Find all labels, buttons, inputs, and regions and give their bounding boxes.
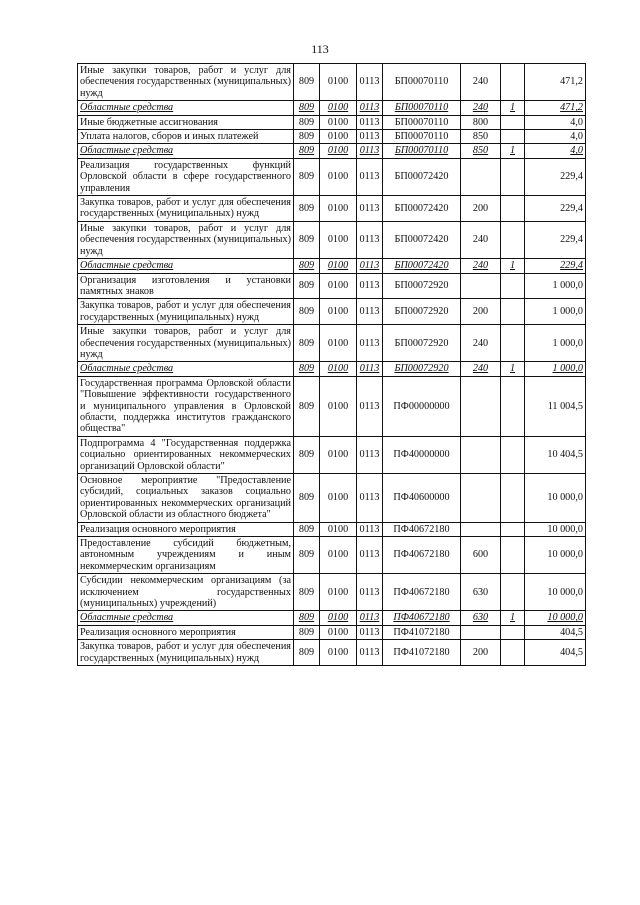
row-gr-code: 809 — [294, 625, 320, 639]
row-target-article: БП00070110 — [383, 130, 461, 144]
row-expense-type — [461, 522, 501, 536]
row-amount — [525, 101, 586, 115]
row-amount: 1 000,0 — [525, 273, 586, 299]
row-section-code: 0100 — [320, 273, 357, 299]
row-funding-source — [501, 625, 525, 639]
row-gr-code-text: 809 — [298, 102, 315, 114]
row-name: Организация изготовления и установки памятных знаков — [78, 273, 294, 299]
row-target-article: ПФ40672180 — [383, 537, 461, 574]
row-funding-source — [501, 130, 525, 144]
row-subsection-code: 0113 — [357, 574, 383, 611]
row-section-code: 0100 — [320, 130, 357, 144]
row-funding-source — [501, 299, 525, 325]
row-target-article-text: ПФ40672180 — [393, 612, 450, 624]
row-gr-code-text: 809 — [298, 612, 315, 624]
row-expense-type — [461, 611, 501, 625]
row-subsection-code: 0113 — [357, 158, 383, 195]
table-row — [78, 522, 586, 536]
table-row — [78, 436, 586, 473]
row-section-code — [320, 259, 357, 273]
row-gr-code: 809 — [294, 221, 320, 258]
row-amount: 10 000,0 — [525, 537, 586, 574]
row-amount — [525, 259, 586, 273]
row-section-code — [320, 101, 357, 115]
row-funding-source — [501, 474, 525, 523]
table-row-regional-funds — [78, 101, 586, 115]
row-funding-source — [501, 115, 525, 129]
table-row-regional-funds — [78, 259, 586, 273]
row-gr-code — [294, 144, 320, 158]
row-gr-code — [294, 101, 320, 115]
row-funding-source — [501, 325, 525, 362]
row-funding-source — [501, 436, 525, 473]
row-name — [78, 259, 294, 273]
row-expense-type-text: 240 — [472, 260, 489, 272]
row-target-article — [383, 101, 461, 115]
row-name: Реализация основного мероприятия — [78, 625, 294, 639]
row-name: Закупка товаров, работ и услуг для обеспечения государственных (муниципальных) нужд — [78, 299, 294, 325]
row-funding-source-text: 1 — [509, 102, 516, 114]
row-name: Предоставление субсидий бюджетным, автономным учреждениям и иным некоммерческим организациям — [78, 537, 294, 574]
row-name: Закупка товаров, работ и услуг для обеспечения государственных (муниципальных) нужд — [78, 196, 294, 222]
row-gr-code: 809 — [294, 115, 320, 129]
row-subsection-code-text: 0113 — [359, 260, 380, 272]
row-target-article: БП00072420 — [383, 221, 461, 258]
row-subsection-code-text: 0113 — [359, 145, 380, 157]
row-subsection-code: 0113 — [357, 522, 383, 536]
row-section-code: 0100 — [320, 221, 357, 258]
row-amount: 229,4 — [525, 158, 586, 195]
row-amount-text: 471,2 — [560, 102, 583, 114]
row-target-article: ПФ40672180 — [383, 574, 461, 611]
row-target-article: ПФ41072180 — [383, 625, 461, 639]
row-name: Государственная программа Орловской области "Повышение эффективности государственного и муниципального управления в Орловской области, поддержка институтов гражданского общества" — [78, 376, 294, 436]
row-gr-code: 809 — [294, 436, 320, 473]
table-row — [78, 640, 586, 666]
row-section-code: 0100 — [320, 115, 357, 129]
row-target-article: ПФ00000000 — [383, 376, 461, 436]
row-funding-source — [501, 196, 525, 222]
row-target-article: БП00070110 — [383, 64, 461, 101]
row-target-article-text: БП00072920 — [394, 363, 449, 375]
row-gr-code: 809 — [294, 158, 320, 195]
row-section-code: 0100 — [320, 196, 357, 222]
row-funding-source — [501, 611, 525, 625]
row-subsection-code: 0113 — [357, 115, 383, 129]
row-funding-source — [501, 640, 525, 666]
row-target-article: ПФ40600000 — [383, 474, 461, 523]
row-subsection-code-text: 0113 — [359, 363, 380, 375]
row-funding-source — [501, 574, 525, 611]
row-name: Основное мероприятие "Предоставление субсидий, социальных заказов социально ориентированных некоммерческих организаций Орловской области из областного бюджета" — [78, 474, 294, 523]
table-row — [78, 625, 586, 639]
row-subsection-code — [357, 144, 383, 158]
row-amount: 404,5 — [525, 640, 586, 666]
row-name: Реализация государственных функций Орловской области в сфере государственного управления — [78, 158, 294, 195]
table-row-regional-funds — [78, 362, 586, 376]
row-gr-code: 809 — [294, 474, 320, 523]
row-gr-code: 809 — [294, 196, 320, 222]
budget-table-body — [78, 64, 586, 666]
row-name-text: Областные средства — [80, 102, 174, 114]
row-gr-code — [294, 259, 320, 273]
row-gr-code: 809 — [294, 522, 320, 536]
row-target-article-text: БП00070110 — [394, 102, 449, 114]
row-expense-type — [461, 101, 501, 115]
row-target-article — [383, 144, 461, 158]
row-name — [78, 101, 294, 115]
row-gr-code — [294, 362, 320, 376]
row-section-code — [320, 362, 357, 376]
row-name: Закупка товаров, работ и услуг для обеспечения государственных (муниципальных) нужд — [78, 640, 294, 666]
row-funding-source-text: 1 — [509, 145, 516, 157]
row-name — [78, 611, 294, 625]
row-expense-type-text: 630 — [472, 612, 489, 624]
row-target-article: ПФ40672180 — [383, 522, 461, 536]
row-section-code: 0100 — [320, 436, 357, 473]
row-section-code-text: 0100 — [327, 102, 349, 114]
row-expense-type: 850 — [461, 130, 501, 144]
row-name-text: Областные средства — [80, 612, 174, 624]
row-section-code — [320, 144, 357, 158]
row-name: Иные бюджетные ассигнования — [78, 115, 294, 129]
row-target-article: ПФ40000000 — [383, 436, 461, 473]
row-subsection-code: 0113 — [357, 436, 383, 473]
table-row — [78, 537, 586, 574]
row-subsection-code — [357, 362, 383, 376]
row-subsection-code: 0113 — [357, 625, 383, 639]
row-expense-type — [461, 158, 501, 195]
table-row-regional-funds — [78, 144, 586, 158]
row-subsection-code-text: 0113 — [359, 612, 380, 624]
row-subsection-code: 0113 — [357, 64, 383, 101]
row-section-code: 0100 — [320, 325, 357, 362]
row-section-code: 0100 — [320, 158, 357, 195]
row-amount: 471,2 — [525, 64, 586, 101]
row-section-code-text: 0100 — [327, 363, 349, 375]
row-target-article: БП00072920 — [383, 273, 461, 299]
row-amount — [525, 362, 586, 376]
row-expense-type — [461, 436, 501, 473]
table-row — [78, 574, 586, 611]
row-name: Подпрограмма 4 "Государственная поддержка социально ориентированных некоммерческих организаций Орловской области" — [78, 436, 294, 473]
row-subsection-code: 0113 — [357, 376, 383, 436]
row-target-article: БП00072920 — [383, 299, 461, 325]
row-expense-type — [461, 273, 501, 299]
row-expense-type — [461, 625, 501, 639]
row-funding-source — [501, 144, 525, 158]
row-name — [78, 362, 294, 376]
row-section-code: 0100 — [320, 64, 357, 101]
row-section-code: 0100 — [320, 574, 357, 611]
row-amount-text: 229,4 — [560, 260, 583, 272]
row-subsection-code: 0113 — [357, 325, 383, 362]
page-number: 113 — [311, 42, 329, 56]
row-target-article: БП00072920 — [383, 325, 461, 362]
row-section-code — [320, 611, 357, 625]
row-amount — [525, 144, 586, 158]
table-row — [78, 299, 586, 325]
row-name: Реализация основного мероприятия — [78, 522, 294, 536]
row-section-code: 0100 — [320, 522, 357, 536]
row-expense-type: 240 — [461, 325, 501, 362]
row-expense-type — [461, 259, 501, 273]
row-expense-type: 200 — [461, 299, 501, 325]
row-subsection-code: 0113 — [357, 299, 383, 325]
row-gr-code: 809 — [294, 537, 320, 574]
row-section-code: 0100 — [320, 299, 357, 325]
row-target-article: ПФ41072180 — [383, 640, 461, 666]
row-name: Иные закупки товаров, работ и услуг для обеспечения государственных (муниципальных) нужд — [78, 325, 294, 362]
row-funding-source-text: 1 — [509, 612, 516, 624]
table-row — [78, 273, 586, 299]
row-expense-type: 200 — [461, 640, 501, 666]
row-target-article-text: БП00070110 — [394, 145, 449, 157]
row-target-article: БП00070110 — [383, 115, 461, 129]
row-target-article-text: БП00072420 — [394, 260, 449, 272]
table-row — [78, 130, 586, 144]
row-name: Уплата налогов, сборов и иных платежей — [78, 130, 294, 144]
row-subsection-code-text: 0113 — [359, 102, 380, 114]
row-gr-code: 809 — [294, 376, 320, 436]
row-gr-code: 809 — [294, 574, 320, 611]
table-row — [78, 64, 586, 101]
row-name: Иные закупки товаров, работ и услуг для обеспечения государственных (муниципальных) нужд — [78, 64, 294, 101]
row-section-code: 0100 — [320, 474, 357, 523]
row-amount: 1 000,0 — [525, 299, 586, 325]
row-funding-source — [501, 101, 525, 115]
row-amount: 11 004,5 — [525, 376, 586, 436]
table-row — [78, 376, 586, 436]
row-expense-type-text: 240 — [472, 363, 489, 375]
row-subsection-code: 0113 — [357, 537, 383, 574]
row-section-code-text: 0100 — [327, 145, 349, 157]
row-funding-source-text: 1 — [509, 260, 516, 272]
row-subsection-code: 0113 — [357, 273, 383, 299]
row-section-code-text: 0100 — [327, 260, 349, 272]
row-funding-source — [501, 158, 525, 195]
row-funding-source — [501, 362, 525, 376]
row-name-text: Областные средства — [80, 260, 174, 272]
row-expense-type: 630 — [461, 574, 501, 611]
row-expense-type — [461, 362, 501, 376]
row-amount: 229,4 — [525, 221, 586, 258]
row-expense-type: 240 — [461, 64, 501, 101]
table-row — [78, 196, 586, 222]
row-target-article — [383, 362, 461, 376]
row-gr-code: 809 — [294, 325, 320, 362]
row-subsection-code: 0113 — [357, 640, 383, 666]
row-gr-code — [294, 611, 320, 625]
row-gr-code: 809 — [294, 299, 320, 325]
row-target-article: БП00072420 — [383, 196, 461, 222]
row-name: Иные закупки товаров, работ и услуг для обеспечения государственных (муниципальных) нужд — [78, 221, 294, 258]
row-section-code: 0100 — [320, 376, 357, 436]
row-gr-code-text: 809 — [298, 145, 315, 157]
row-subsection-code: 0113 — [357, 221, 383, 258]
row-expense-type-text: 240 — [472, 102, 489, 114]
row-subsection-code — [357, 611, 383, 625]
row-funding-source-text: 1 — [509, 363, 516, 375]
row-amount: 4,0 — [525, 130, 586, 144]
row-name-text: Областные средства — [80, 145, 174, 157]
row-funding-source — [501, 64, 525, 101]
row-amount: 10 000,0 — [525, 474, 586, 523]
row-expense-type: 200 — [461, 196, 501, 222]
row-subsection-code: 0113 — [357, 130, 383, 144]
row-amount-text: 10 000,0 — [547, 612, 583, 624]
row-expense-type-text: 850 — [472, 145, 489, 157]
row-name: Субсидии некоммерческим организациям (за исключением государственных (муниципальных) учреждений) — [78, 574, 294, 611]
row-gr-code: 809 — [294, 640, 320, 666]
row-name-text: Областные средства — [80, 363, 174, 375]
row-expense-type — [461, 376, 501, 436]
row-expense-type: 600 — [461, 537, 501, 574]
row-section-code: 0100 — [320, 640, 357, 666]
row-amount-text: 4,0 — [570, 145, 583, 157]
row-subsection-code: 0113 — [357, 474, 383, 523]
row-subsection-code — [357, 259, 383, 273]
row-expense-type — [461, 474, 501, 523]
row-funding-source — [501, 522, 525, 536]
row-amount — [525, 611, 586, 625]
row-subsection-code: 0113 — [357, 196, 383, 222]
row-gr-code-text: 809 — [298, 260, 315, 272]
row-target-article: БП00072420 — [383, 158, 461, 195]
row-gr-code-text: 809 — [298, 363, 315, 375]
row-amount: 10 404,5 — [525, 436, 586, 473]
row-gr-code: 809 — [294, 64, 320, 101]
row-gr-code: 809 — [294, 273, 320, 299]
row-funding-source — [501, 537, 525, 574]
row-section-code: 0100 — [320, 537, 357, 574]
row-funding-source — [501, 259, 525, 273]
row-target-article — [383, 611, 461, 625]
row-funding-source — [501, 273, 525, 299]
row-amount: 1 000,0 — [525, 325, 586, 362]
row-expense-type: 240 — [461, 221, 501, 258]
row-section-code-text: 0100 — [327, 612, 349, 624]
table-row-regional-funds — [78, 611, 586, 625]
row-section-code: 0100 — [320, 625, 357, 639]
table-row — [78, 325, 586, 362]
budget-table — [77, 63, 586, 666]
row-subsection-code — [357, 101, 383, 115]
row-amount: 10 000,0 — [525, 522, 586, 536]
row-amount: 4,0 — [525, 115, 586, 129]
table-row — [78, 158, 586, 195]
table-row — [78, 115, 586, 129]
row-name — [78, 144, 294, 158]
row-amount: 404,5 — [525, 625, 586, 639]
row-target-article — [383, 259, 461, 273]
row-amount-text: 1 000,0 — [552, 363, 583, 375]
row-amount: 229,4 — [525, 196, 586, 222]
table-row — [78, 474, 586, 523]
row-funding-source — [501, 221, 525, 258]
table-row — [78, 221, 586, 258]
row-expense-type: 800 — [461, 115, 501, 129]
row-expense-type — [461, 144, 501, 158]
row-amount: 10 000,0 — [525, 574, 586, 611]
row-funding-source — [501, 376, 525, 436]
row-gr-code: 809 — [294, 130, 320, 144]
